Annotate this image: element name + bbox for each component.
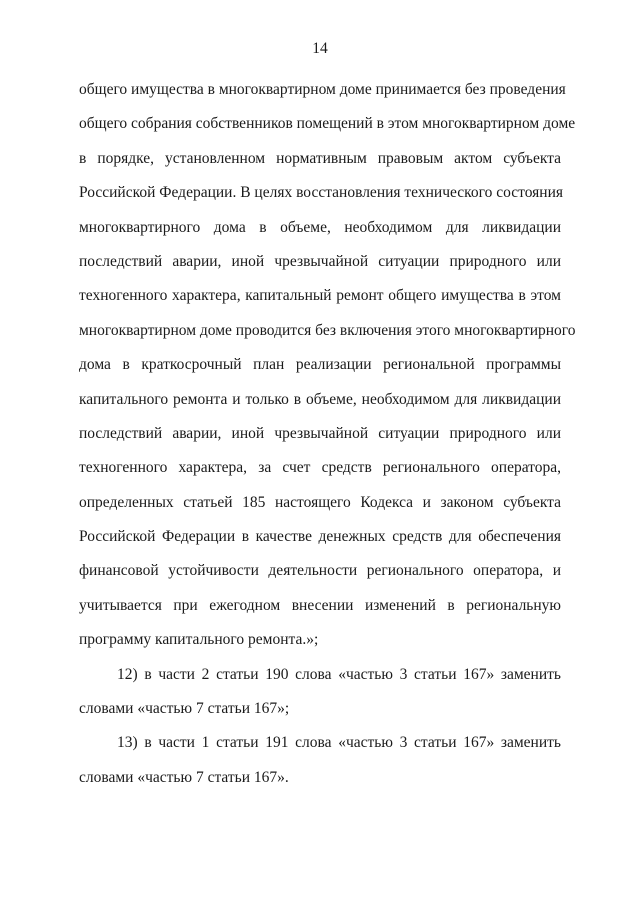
text-line: техногенного характера, капитальный ремонт общего имущества в этом <box>79 287 561 305</box>
text-line: в порядке, установленном нормативным правовым актом субъекта <box>79 149 561 167</box>
text-line: последствий аварии, иной чрезвычайной ситуации природного или <box>79 252 561 270</box>
text-line: многоквартирного дома в объеме, необходимом для ликвидации <box>79 218 561 236</box>
text-line: определенных статьей 185 настоящего Кодекса и законом субъекта <box>79 493 561 511</box>
text-line: Российской Федерации в качестве денежных средств для обеспечения <box>79 528 561 546</box>
text-line: словами «частью 7 статьи 167». <box>79 768 289 786</box>
text-line: общего имущества в многоквартирном доме принимается без проведения <box>79 81 566 98</box>
text-line: 12) в части 2 статьи 190 слова «частью 3 статьи 167» заменить <box>117 665 561 683</box>
document-body <box>79 73 576 795</box>
text-line: общего собрания собственников помещений в этом многоквартирном доме <box>79 115 576 133</box>
text-line: 13) в части 1 статьи 191 слова «частью 3 статьи 167» заменить <box>117 734 561 752</box>
text-line: учитывается при ежегодном внесении изменений в региональную <box>79 596 561 614</box>
text-line: капитального ремонта и только в объеме, необходимом для ликвидации <box>79 390 561 408</box>
text-line: многоквартирном доме проводится без включения этого многоквартирного <box>79 321 576 339</box>
text-line: Российской Федерации. В целях восстановления технического состояния <box>79 184 563 202</box>
paragraph-continuation <box>79 73 576 658</box>
paragraph-item-12 <box>79 658 561 727</box>
text-line: финансовой устойчивости деятельности регионального оператора, и <box>79 562 561 580</box>
page-number: 14 <box>312 40 328 57</box>
text-line: программу капитального ремонта.»; <box>79 631 319 649</box>
text-line: последствий аварии, иной чрезвычайной ситуации природного или <box>79 424 561 442</box>
text-line: дома в краткосрочный план реализации региональной программы <box>79 356 561 374</box>
text-line: техногенного характера, за счет средств регионального оператора, <box>79 459 561 477</box>
paragraph-item-13 <box>79 726 561 795</box>
text-line: словами «частью 7 статьи 167»; <box>79 700 290 718</box>
